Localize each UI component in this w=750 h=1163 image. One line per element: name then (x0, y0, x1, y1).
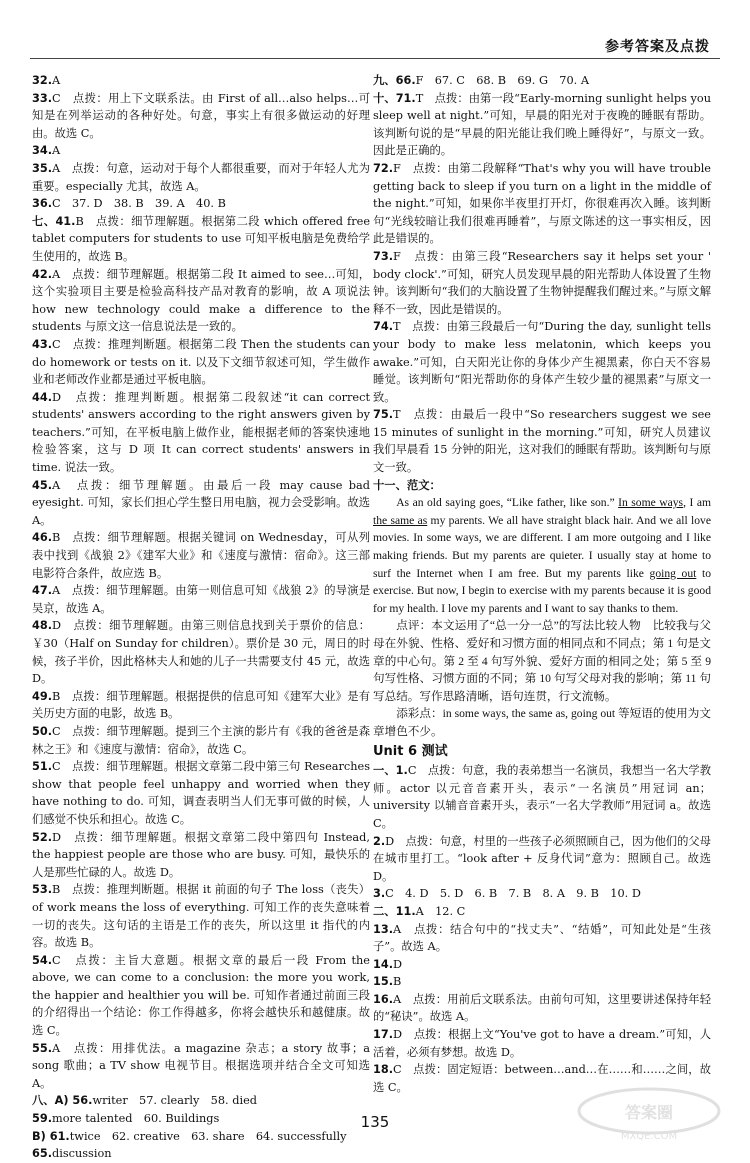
answer-number: 52. (32, 830, 53, 844)
answer-item (373, 991, 711, 1026)
unit-6-title: Unit 6 测试 (373, 743, 448, 759)
answer-number: 42. (32, 267, 53, 281)
answer-item (373, 956, 711, 974)
answer-item (32, 723, 370, 758)
answer-item (32, 477, 370, 530)
answer-text: C 点拨：推理判断题。根据第二段 Then the students can do homework or tests on it. 以及下文细节叙述可知，学生做作业和老师改作业都是通过平板电脑。 (32, 337, 370, 387)
right-column (373, 72, 711, 1096)
answer-text: D 点拨：推理判断题。根据第二段叙述“it can correct students' answers according to the right answers given by teachers.”可知，在平板电脑上做作业，能根据老师的答案快速地检验答案，这与 D 项 It can correct students' answers in time. 说法一致。 (32, 390, 370, 475)
answer-number: 13. (373, 922, 394, 936)
answer-text: writer 57. clearly 58. died (92, 1094, 257, 1108)
answer-text: T 点拨：由第一段“Early-morning sunlight helps you sleep well at night.”可知，早晨的阳光对于夜晚的睡眠有帮助。该判断句说的是“早晨的阳光能让我们晚上睡得好”，与原文一致。因此是正确的。 (373, 91, 711, 158)
answer-number: 53. (32, 883, 53, 897)
essay-text: my parents. We all have straight black hair. And we all love movies. In some ways, we are different. I am more outgoing and I like making friends. But my parents are quieter. I usually stay at home to surf the Internet when I am free. But my parents like (373, 513, 711, 580)
answer-item (32, 336, 370, 389)
essay-heading: 十一、范文： (373, 478, 441, 492)
answer-text: B 点拨：细节理解题。根据提供的信息可知《建军大业》是有关历史方面的电影，故选 B。 (32, 689, 370, 721)
answer-item (32, 881, 370, 951)
answer-number: 55. (32, 1041, 53, 1055)
answer-text: A 点拨：结合句中的“找丈夫”、“结婚”，可知此处是“生孩子”。故选 A。 (373, 922, 711, 954)
essay-highlight: 添彩点：in some ways, the same as, going out 等短语的使用为文章增色不少。 (373, 707, 711, 738)
svg-text:答案圈: 答案圈 (624, 1103, 674, 1122)
answer-text: C 4. D 5. D 6. B 7. B 8. A 9. B 10. D (385, 887, 641, 901)
answer-item (373, 762, 711, 832)
answer-number: 16. (373, 992, 394, 1006)
answer-text: F 67. C 68. B 69. G 70. A (415, 74, 589, 87)
right-top-answers (373, 72, 711, 477)
answer-text: T 点拨：由第三段最后一句“During the day, sunlight tells your body to make less melatonin, which keeps you awake.”可知，白天阳光让你的身体少产生褪黑素，你白天不容易睡觉。该判断句“阳光帮助你的身体产生较少量的褪黑素”与原文一致。 (373, 320, 711, 404)
answer-number: 34. (32, 144, 53, 158)
answer-item (32, 90, 370, 143)
answer-text: A 点拨：细节理解题。由最后一段 may cause bad eyesight. 可知，家长们担心学生整日用电脑，视力会受影响。故选 A。 (32, 478, 370, 527)
answer-number: 51. (32, 760, 53, 774)
answer-item (32, 1145, 370, 1163)
answer-item (373, 90, 711, 160)
answer-number: 48. (32, 619, 53, 633)
answer-item (32, 529, 370, 582)
essay-comment: 点评：本文运用了“总一分一总”的写法比较人物 比较我与父母在外貌、性格、爱好和习惯方面的相同点和不同点；第 1 句是文章的中心句。第 2 至 4 句写外貌、爱好方面的相同之处；第 5 至 9 句写性格、习惯方面的不同；第 10 句写父母对我的影响；第 11 句写总结。写作思路清晰，语句连贯，行文流畅。 (373, 619, 711, 703)
answer-text: twice 62. creative 63. share 64. successfully (69, 1129, 347, 1143)
answer-number: 75. (373, 408, 394, 422)
answer-text: A (52, 74, 61, 87)
header-rule (30, 58, 720, 59)
answer-item (32, 952, 370, 1040)
answer-number: 33. (32, 91, 53, 105)
answer-item (32, 829, 370, 882)
page-number: 135 (360, 1113, 390, 1131)
answer-item (373, 921, 711, 956)
answer-text: C 点拨：主旨大意题。根据文章的最后一段 From the above, we can come to a conclusion: the more you work, the happier and healthier you will be. 可知作者通过前面三段的介绍得出一个结论：你工作得越多，你将会越快乐和越健康。故选 C。 (32, 953, 370, 1038)
answer-item (32, 758, 370, 828)
answer-text: A 点拨：细节理解题。由第一则信息可知《战狼 2》的导演是吴京，故选 A。 (32, 584, 370, 615)
answer-number: 32. (32, 74, 53, 87)
answer-text: D 点拨：细节理解题。由第三则信息找到关于票价的信息：￥30（Half on Sunday for children）。票价是 30 元，周日的时候，孩子半价，因此格林夫人和她的儿子一共需要支付 45 元，故选 D。 (32, 619, 370, 686)
answer-item (373, 833, 711, 886)
answer-item (373, 973, 711, 991)
answer-text: F 点拨：由第二段解释“That's why you will have trouble getting back to sleep if you turn on a light in the middle of the night.”可知，如果你半夜里打开灯，你很难再次入睡。该判断句“光线较暗让我们很难再睡着”，与原文陈述的这一事实相反，因此是错误的。 (373, 161, 711, 246)
answer-number: 一、1. (373, 764, 408, 778)
answer-number: 15. (373, 975, 394, 989)
answer-item (32, 1040, 370, 1093)
model-essay (373, 494, 711, 617)
answer-item (373, 1026, 711, 1061)
answer-item (373, 885, 711, 903)
right-bottom-answers (373, 762, 711, 1096)
answer-text: C 点拨：细节理解题。提到三个主演的影片有《我的爸爸是森林之王》和《速度与激情：宿命》，故选 C。 (32, 724, 370, 756)
answer-item (32, 213, 370, 266)
answer-text: C 点拨：用上下文联系法。由 First of all…also helps…可知是在列举运动的各种好处。句意，事实上有很多做运动的好理由。故选 C。 (32, 91, 370, 140)
answer-text: C 37. D 38. B 39. A 40. B (52, 197, 226, 211)
answer-number: 47. (32, 584, 53, 598)
answer-number: 3. (373, 887, 386, 901)
answer-text: B (393, 975, 402, 989)
answer-text: D 点拨：根据上文“You've got to have a dream.”可知，人活着，必须有梦想。故选 D。 (373, 1028, 711, 1059)
answer-number: 59. (32, 1112, 53, 1126)
answer-number: 49. (32, 689, 53, 703)
underlined-phrase: In some ways (618, 496, 684, 510)
answer-item (32, 617, 370, 687)
answer-text: D 点拨：细节理解题。根据文章第二段中第四句 Instead, the happiest people are those who are busy. 可知，最快乐的人是那些忙碌的人。故选 D。 (32, 830, 370, 879)
answer-text: A 点拨：用排优法。a magazine 杂志；a story 故事；a song 歌曲；a TV show 电视节目。根据选项并结合全文可知选 A。 (32, 1041, 370, 1090)
underlined-phrase: going out (649, 566, 697, 580)
answer-number: 17. (373, 1028, 394, 1042)
answer-number: 35. (32, 161, 53, 175)
answer-number: 36. (32, 197, 53, 211)
page-header (0, 0, 750, 58)
answer-item (373, 72, 711, 90)
answer-item (373, 318, 711, 406)
answer-number: 50. (32, 724, 53, 738)
answer-item (32, 195, 370, 213)
watermark-logo (574, 1083, 724, 1143)
header-title: 参考答案及点拨 (605, 39, 710, 55)
svg-text:MXQE.COM: MXQE.COM (620, 1131, 678, 1142)
answer-number: 十、71. (373, 91, 416, 105)
answer-item (32, 582, 370, 617)
answer-number: 14. (373, 957, 394, 971)
answer-item (32, 389, 370, 477)
essay-text: to exercise. But now, I begin to exercise with my parents because it is good for my health. I love my parents and I want to say thanks to them. (373, 566, 711, 615)
answer-number: 73. (373, 249, 394, 263)
answer-number: 43. (32, 337, 53, 351)
answer-number: 七、41. (32, 214, 76, 228)
answer-item (373, 248, 711, 318)
answer-text: B 点拨：细节理解题。根据第二段 which offered free tablet computers for students to use 可知平板电脑是免费给学生使用的，故选 B。 (32, 214, 370, 263)
answer-text: D (393, 957, 403, 971)
answer-text: C 点拨：细节理解题。根据文章第二段中第三句 Researches show that people feel unhappy and worried when they have nothing to do. 可知，调查表明当人们无事可做的时候，人们感觉不快乐和担心。故选 C。 (32, 760, 370, 826)
answer-item (373, 406, 711, 476)
answer-item (32, 72, 370, 90)
answer-text: discussion (52, 1147, 112, 1161)
answer-number: 九、66. (373, 74, 416, 87)
answer-item (32, 160, 370, 195)
answer-text: A 点拨：句意，运动对于每个人都很重要，而对于年轻人尤为重要。especially 尤其，故选 A。 (32, 161, 370, 193)
answer-number: 54. (32, 953, 53, 967)
essay-text: , I am (683, 496, 711, 510)
answer-text: B 点拨：推理判断题。根据 it 前面的句子 The loss（丧失）of work means the loss of everything. 可知工作的丧失意味着一切的丧失。这句话的主语是工作的丧失，所以这里 it 指代的内容。故选 B。 (32, 883, 370, 950)
answer-text: C 点拨：句意，我的表弟想当一名演员，我想当一名大学教师。actor 以元音音素开头，表示“一名演员”用冠词 an；university 以辅音音素开头，表示“一名大学教师”用冠词 a。故选 C。 (373, 764, 711, 830)
answer-text: more talented 60. Buildings (52, 1112, 220, 1126)
answer-item (373, 160, 711, 248)
answer-text: A 点拨：细节理解题。根据第二段 It aimed to see…可知，这个实验项目主要是检验高科技产品对教育的影响，故 A 项说法 how new technology could make a difference to the students 与原文这一信息说法是一致的。 (32, 267, 370, 334)
left-column (32, 72, 370, 1163)
answer-text: F 点拨：由第三段“Researchers say it helps set your ' body clock'.”可知，研究人员发现早晨的阳光帮助人体设置了生物钟。该判断句“我们的大脑设置了生物钟提醒我们醒过来。”与原文解释不一致，因此是错误的。 (373, 249, 711, 316)
answer-item (32, 1092, 370, 1110)
answer-number: 八、A) 56. (32, 1094, 93, 1108)
answer-number: 45. (32, 478, 53, 492)
answer-item (373, 903, 711, 921)
answer-number: 2. (373, 834, 386, 848)
underlined-phrase: the same as (373, 513, 428, 527)
answer-number: 44. (32, 390, 53, 404)
answer-text: A 点拨：用前后文联系法。由前句可知，这里要讲述保持年轻的“秘诀”。故选 A。 (373, 992, 711, 1024)
answer-item (32, 142, 370, 160)
answer-number: 65. (32, 1147, 53, 1161)
answer-item (32, 266, 370, 336)
answer-number: 二、11. (373, 904, 416, 918)
answer-text: A 12. C (415, 904, 466, 918)
answer-text: B 点拨：细节理解题。根据关键词 on Wednesday，可从列表中找到《战狼 2》《建军大业》和《速度与激情：宿命》。这三部电影符合条件，故应选 B。 (32, 531, 370, 580)
answer-number: 46. (32, 531, 53, 545)
answer-text: D 点拨：句意，村里的一些孩子必须照顾自己，因为他们的父母在城市里打工。“look after + 反身代词”意为：照顾自己。故选 D。 (373, 834, 711, 883)
answer-text: A (52, 144, 61, 158)
answer-item (32, 688, 370, 723)
answer-number: 18. (373, 1063, 394, 1077)
answer-text: C 点拨：固定短语：between…and…在……和……之间，故选 C。 (373, 1063, 711, 1094)
essay-text: As an old saying goes, “Like father, like son.” (396, 496, 619, 510)
answer-number: 72. (373, 161, 394, 175)
answer-text: T 点拨：由最后一段中“So researchers suggest we see 15 minutes of sunlight in the morning.”可知，研究人员建议我们早晨看 15 分钟的阳光，这对我们的睡眠有帮助。该判断句与原文一致。 (373, 408, 711, 475)
answer-number: 74. (373, 320, 394, 334)
answer-number: B) 61. (32, 1129, 70, 1143)
